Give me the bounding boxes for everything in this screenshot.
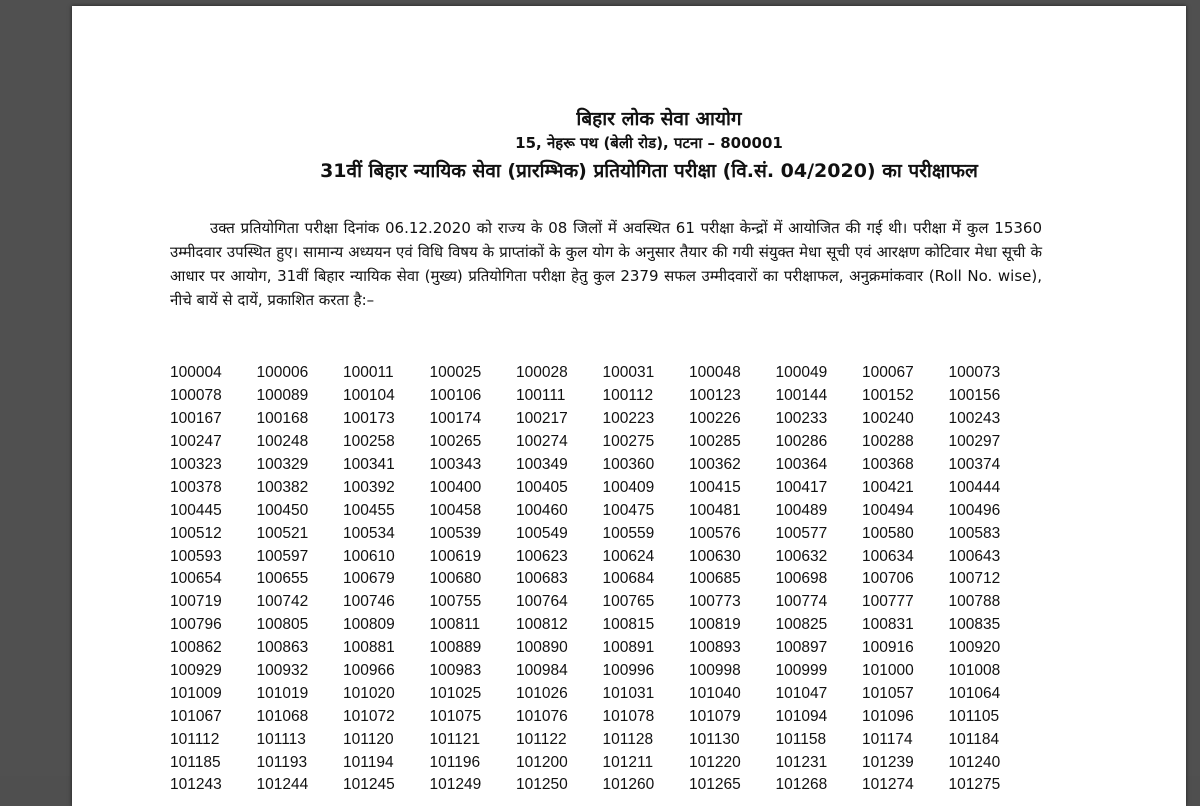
roll-number-cell: 100489 xyxy=(775,501,828,519)
table-row xyxy=(170,499,1035,522)
roll-number-cell: 100889 xyxy=(429,639,482,657)
roll-number-cell: 100025 xyxy=(429,364,482,382)
roll-number-cell: 100323 xyxy=(170,456,222,473)
roll-number-cell: 100984 xyxy=(516,662,568,680)
roll-number-cell: 100031 xyxy=(602,364,655,382)
roll-number-cell: 100863 xyxy=(256,639,309,657)
roll-number-cell: 101040 xyxy=(689,684,741,702)
roll-number-cell: 100809 xyxy=(343,616,395,634)
roll-number-cell: 101000 xyxy=(862,662,914,680)
roll-number-cell: 100999 xyxy=(775,662,828,680)
roll-number-cell: 100597 xyxy=(256,547,309,565)
roll-number-cell: 100460 xyxy=(516,501,568,519)
roll-number-cell: 100610 xyxy=(343,547,395,565)
roll-number-cell: 101025 xyxy=(429,684,482,702)
roll-number-cell: 100755 xyxy=(429,593,482,611)
roll-number-cell: 100006 xyxy=(256,364,309,382)
roll-number-cell: 100777 xyxy=(862,593,914,611)
roll-number-cell: 101067 xyxy=(170,707,222,725)
roll-number-cell: 100643 xyxy=(948,547,1001,565)
table-row xyxy=(170,568,1035,591)
roll-number-cell: 100559 xyxy=(602,524,655,542)
roll-number-cell: 100521 xyxy=(256,524,309,542)
roll-number-cell: 100368 xyxy=(862,456,914,473)
roll-number-cell: 101245 xyxy=(343,776,395,794)
roll-number-cell: 100920 xyxy=(948,639,1001,657)
roll-number-cell: 100897 xyxy=(775,639,828,657)
roll-number-cell: 100341 xyxy=(343,456,395,473)
roll-number-cell: 100274 xyxy=(516,433,568,451)
roll-number-cell: 100106 xyxy=(429,387,482,405)
roll-number-cell: 100881 xyxy=(343,639,395,657)
roll-number-cell: 101112 xyxy=(170,730,220,748)
result-title: 31वीं बिहार न्यायिक सेवा (प्रारम्भिक) प्रतियोगिता परीक्षा (वि.सं. 04/2020) का परीक्षाफल xyxy=(320,160,978,182)
table-row xyxy=(170,728,1035,751)
roll-number-cell: 100265 xyxy=(429,433,482,451)
roll-number-cell: 100362 xyxy=(689,456,741,473)
roll-number-cell: 100698 xyxy=(775,570,828,588)
roll-number-cell: 100685 xyxy=(689,570,741,588)
table-row xyxy=(170,545,1035,568)
roll-number-cell: 100512 xyxy=(170,524,222,542)
roll-number-cell: 100004 xyxy=(170,364,222,382)
roll-number-cell: 100634 xyxy=(862,547,914,565)
roll-number-cell: 100112 xyxy=(602,387,654,405)
roll-number-cell: 100534 xyxy=(343,524,395,542)
roll-number-cell: 101249 xyxy=(429,776,482,794)
table-row xyxy=(170,362,1035,385)
roll-number-cell: 101194 xyxy=(343,753,394,771)
roll-number-cell: 100240 xyxy=(862,410,914,428)
table-row xyxy=(170,614,1035,637)
roll-number-cell: 100819 xyxy=(689,616,741,634)
roll-number-cell: 100048 xyxy=(689,364,741,382)
roll-number-cell: 100243 xyxy=(948,410,1001,428)
roll-number-cell: 101122 xyxy=(516,730,567,748)
roll-number-cell: 100475 xyxy=(602,501,655,519)
roll-number-cell: 100028 xyxy=(516,364,568,382)
roll-number-cell: 101196 xyxy=(429,753,481,771)
roll-number-cell: 101064 xyxy=(948,684,1001,702)
roll-number-cell: 100998 xyxy=(689,662,741,680)
roll-number-cell: 100655 xyxy=(256,570,309,588)
roll-number-cell: 100286 xyxy=(775,433,828,451)
roll-number-cell: 100932 xyxy=(256,662,309,680)
roll-number-cell: 100089 xyxy=(256,387,309,405)
table-row xyxy=(170,705,1035,728)
roll-number-cell: 100011 xyxy=(343,364,394,382)
roll-number-cell: 100049 xyxy=(775,364,828,382)
roll-number-cell: 100630 xyxy=(689,547,741,565)
roll-number-cell: 100400 xyxy=(429,478,482,496)
roll-number-cell: 100580 xyxy=(862,524,914,542)
roll-number-cell: 100481 xyxy=(689,501,741,519)
table-row xyxy=(170,774,1035,797)
table-row xyxy=(170,385,1035,408)
roll-number-cell: 100774 xyxy=(775,593,828,611)
roll-number-cell: 101075 xyxy=(429,707,482,725)
roll-number-cell: 101076 xyxy=(516,707,568,725)
roll-number-cell: 100765 xyxy=(602,593,655,611)
roll-number-cell: 100539 xyxy=(429,524,482,542)
roll-number-cell: 100174 xyxy=(429,410,482,428)
roll-number-cell: 101211 xyxy=(602,753,654,771)
roll-number-cell: 100684 xyxy=(602,570,655,588)
roll-number-cell: 100773 xyxy=(689,593,741,611)
roll-number-cell: 101275 xyxy=(948,776,1001,794)
roll-number-cell: 100679 xyxy=(343,570,395,588)
table-row xyxy=(170,454,1035,477)
roll-number-cell: 101184 xyxy=(948,730,1000,748)
roll-number-cell: 100444 xyxy=(948,478,1001,496)
roll-number-cell: 100458 xyxy=(429,501,482,519)
roll-number-cell: 100825 xyxy=(775,616,828,634)
roll-number-cell: 100111 xyxy=(516,387,566,405)
roll-number-cell: 100916 xyxy=(862,639,914,657)
roll-number-cell: 100929 xyxy=(170,662,222,680)
roll-number-cell: 100217 xyxy=(516,410,568,428)
roll-number-cell: 100812 xyxy=(516,616,568,634)
roll-number-cell: 100144 xyxy=(775,387,828,405)
roll-number-cell: 101113 xyxy=(256,730,306,748)
roll-number-cell: 101121 xyxy=(429,730,481,748)
roll-number-cell: 101244 xyxy=(256,776,309,794)
roll-number-cell: 101200 xyxy=(516,753,568,771)
roll-number-cell: 100417 xyxy=(775,478,828,496)
roll-number-cell: 100275 xyxy=(602,433,655,451)
roll-number-cell: 101158 xyxy=(775,730,827,748)
roll-number-cell: 100248 xyxy=(256,433,309,451)
roll-number-cell: 100549 xyxy=(516,524,568,542)
roll-number-cell: 101068 xyxy=(256,707,309,725)
roll-number-cell: 100378 xyxy=(170,478,222,496)
org-address: 15, नेहरू पथ (बेली रोड), पटना – 800001 xyxy=(515,134,783,152)
roll-number-cell: 100583 xyxy=(948,524,1001,542)
roll-number-cell: 100450 xyxy=(256,501,309,519)
roll-number-cell: 100496 xyxy=(948,501,1001,519)
roll-number-cell: 100815 xyxy=(602,616,655,634)
roll-number-cell: 100374 xyxy=(948,456,1001,473)
table-row xyxy=(170,522,1035,545)
roll-number-cell: 100405 xyxy=(516,478,568,496)
table-row xyxy=(170,637,1035,660)
roll-number-cell: 100811 xyxy=(429,616,481,634)
roll-number-cell: 100343 xyxy=(429,456,482,473)
roll-number-cell: 100173 xyxy=(343,410,395,428)
roll-number-cell: 101268 xyxy=(775,776,828,794)
roll-number-cell: 100764 xyxy=(516,593,568,611)
roll-number-cell: 100233 xyxy=(775,410,828,428)
roll-number-cell: 100415 xyxy=(689,478,741,496)
roll-number-cell: 101026 xyxy=(516,684,568,702)
roll-number-cell: 100223 xyxy=(602,410,655,428)
roll-number-cell: 100152 xyxy=(862,387,914,405)
document-page xyxy=(72,6,1186,806)
roll-number-cell: 100632 xyxy=(775,547,828,565)
roll-number-cell: 100247 xyxy=(170,433,222,451)
roll-number-cell: 101193 xyxy=(256,753,308,771)
roll-number-cell: 100996 xyxy=(602,662,655,680)
roll-number-cell: 100167 xyxy=(170,410,222,428)
roll-number-cell: 101240 xyxy=(948,753,1001,771)
roll-number-cell: 100258 xyxy=(343,433,395,451)
roll-number-cell: 101239 xyxy=(862,753,914,771)
roll-number-cell: 100445 xyxy=(170,501,222,519)
roll-number-cell: 101105 xyxy=(948,707,1000,725)
roll-number-cell: 100742 xyxy=(256,593,309,611)
roll-number-cell: 101265 xyxy=(689,776,741,794)
roll-number-cell: 101250 xyxy=(516,776,568,794)
table-row xyxy=(170,591,1035,614)
roll-number-cell: 101057 xyxy=(862,684,914,702)
table-row xyxy=(170,431,1035,454)
roll-number-cell: 100796 xyxy=(170,616,222,634)
document-header xyxy=(72,106,1186,186)
roll-number-cell: 101009 xyxy=(170,684,222,702)
roll-number-table-body xyxy=(170,362,1035,797)
roll-number-cell: 101008 xyxy=(948,662,1001,680)
table-row xyxy=(170,408,1035,431)
roll-number-cell: 100746 xyxy=(343,593,395,611)
roll-number-cell: 100891 xyxy=(602,639,655,657)
roll-number-cell: 100619 xyxy=(429,547,482,565)
roll-number-cell: 101079 xyxy=(689,707,741,725)
roll-number-cell: 101031 xyxy=(602,684,655,702)
roll-number-cell: 100349 xyxy=(516,456,568,473)
table-row xyxy=(170,660,1035,683)
org-name: बिहार लोक सेवा आयोग xyxy=(576,108,742,130)
roll-number-cell: 101096 xyxy=(862,707,914,725)
roll-number-cell: 100805 xyxy=(256,616,309,634)
roll-number-cell: 100624 xyxy=(602,547,655,565)
roll-number-cell: 101078 xyxy=(602,707,655,725)
roll-number-cell: 100409 xyxy=(602,478,655,496)
roll-number-cell: 100382 xyxy=(256,478,309,496)
roll-number-cell: 100680 xyxy=(429,570,482,588)
roll-number-table xyxy=(170,362,1035,797)
roll-number-cell: 100392 xyxy=(343,478,395,496)
roll-number-cell: 100073 xyxy=(948,364,1001,382)
roll-number-cell: 100297 xyxy=(948,433,1001,451)
roll-number-cell: 100577 xyxy=(775,524,828,542)
roll-number-cell: 100168 xyxy=(256,410,309,428)
roll-number-cell: 100890 xyxy=(516,639,568,657)
roll-number-cell: 100719 xyxy=(170,593,222,611)
roll-number-cell: 100156 xyxy=(948,387,1001,405)
roll-number-cell: 101019 xyxy=(256,684,309,702)
roll-number-cell: 100831 xyxy=(862,616,914,634)
roll-number-cell: 100654 xyxy=(170,570,222,588)
roll-number-cell: 101185 xyxy=(170,753,221,771)
roll-number-cell: 100835 xyxy=(948,616,1001,634)
roll-number-cell: 100226 xyxy=(689,410,741,428)
roll-number-cell: 101174 xyxy=(862,730,913,748)
table-row xyxy=(170,476,1035,499)
roll-number-cell: 100288 xyxy=(862,433,914,451)
roll-number-cell: 100285 xyxy=(689,433,741,451)
roll-number-cell: 100966 xyxy=(343,662,395,680)
table-row xyxy=(170,682,1035,705)
roll-number-cell: 101260 xyxy=(602,776,655,794)
roll-number-cell: 100862 xyxy=(170,639,222,657)
roll-number-cell: 100360 xyxy=(602,456,655,473)
roll-number-cell: 101072 xyxy=(343,707,395,725)
roll-number-cell: 101130 xyxy=(689,730,740,748)
roll-number-cell: 100712 xyxy=(948,570,1001,588)
roll-number-cell: 101094 xyxy=(775,707,828,725)
table-row xyxy=(170,751,1035,774)
roll-number-cell: 100706 xyxy=(862,570,914,588)
roll-number-cell: 101231 xyxy=(775,753,828,771)
roll-number-cell: 100067 xyxy=(862,364,914,382)
roll-number-cell: 100623 xyxy=(516,547,568,565)
roll-number-cell: 100329 xyxy=(256,456,309,473)
roll-number-cell: 100593 xyxy=(170,547,222,565)
roll-number-cell: 101243 xyxy=(170,776,222,794)
roll-number-cell: 100983 xyxy=(429,662,482,680)
roll-number-cell: 100576 xyxy=(689,524,741,542)
intro-paragraph: उक्त प्रतियोगिता परीक्षा दिनांक 06.12.2020 को राज्य के 08 जिलों में अवस्थित 61 परीक्षा केन्द्रों में आयोजित की गई थी। परीक्षा में कुल 15360 उम्मीदवार उपस्थित हुए। सामान्य अध्ययन एवं विधि विषय के प्राप्तांकों के कुल योग के अनुसार तैयार की गयी संयुक्त मेधा सूची एवं आरक्षण कोटिवार मेधा सूची के आधार पर आयोग, 31वीं बिहार न्यायिक सेवा (मुख्य) प्रतियोगिता परीक्षा हेतु कुल 2379 सफल उम्मीदवारों का परीक्षाफल, अनुक्रमांकवार (Roll No. wise), नीचे बायें से दायें, प्रकाशित करता है:– xyxy=(170,219,1042,309)
roll-number-cell: 100494 xyxy=(862,501,914,519)
roll-number-cell: 101274 xyxy=(862,776,914,794)
roll-number-cell: 101128 xyxy=(602,730,654,748)
roll-number-cell: 100893 xyxy=(689,639,741,657)
roll-number-cell: 101020 xyxy=(343,684,395,702)
roll-number-cell: 100104 xyxy=(343,387,395,405)
roll-number-cell: 101047 xyxy=(775,684,828,702)
roll-number-cell: 100123 xyxy=(689,387,741,405)
roll-number-cell: 100455 xyxy=(343,501,395,519)
roll-number-cell: 100078 xyxy=(170,387,222,405)
roll-number-cell: 101220 xyxy=(689,753,741,771)
roll-number-cell: 100364 xyxy=(775,456,828,473)
roll-number-cell: 101120 xyxy=(343,730,394,748)
roll-number-cell: 100421 xyxy=(862,478,914,496)
roll-number-cell: 100788 xyxy=(948,593,1001,611)
roll-number-cell: 100683 xyxy=(516,570,568,588)
